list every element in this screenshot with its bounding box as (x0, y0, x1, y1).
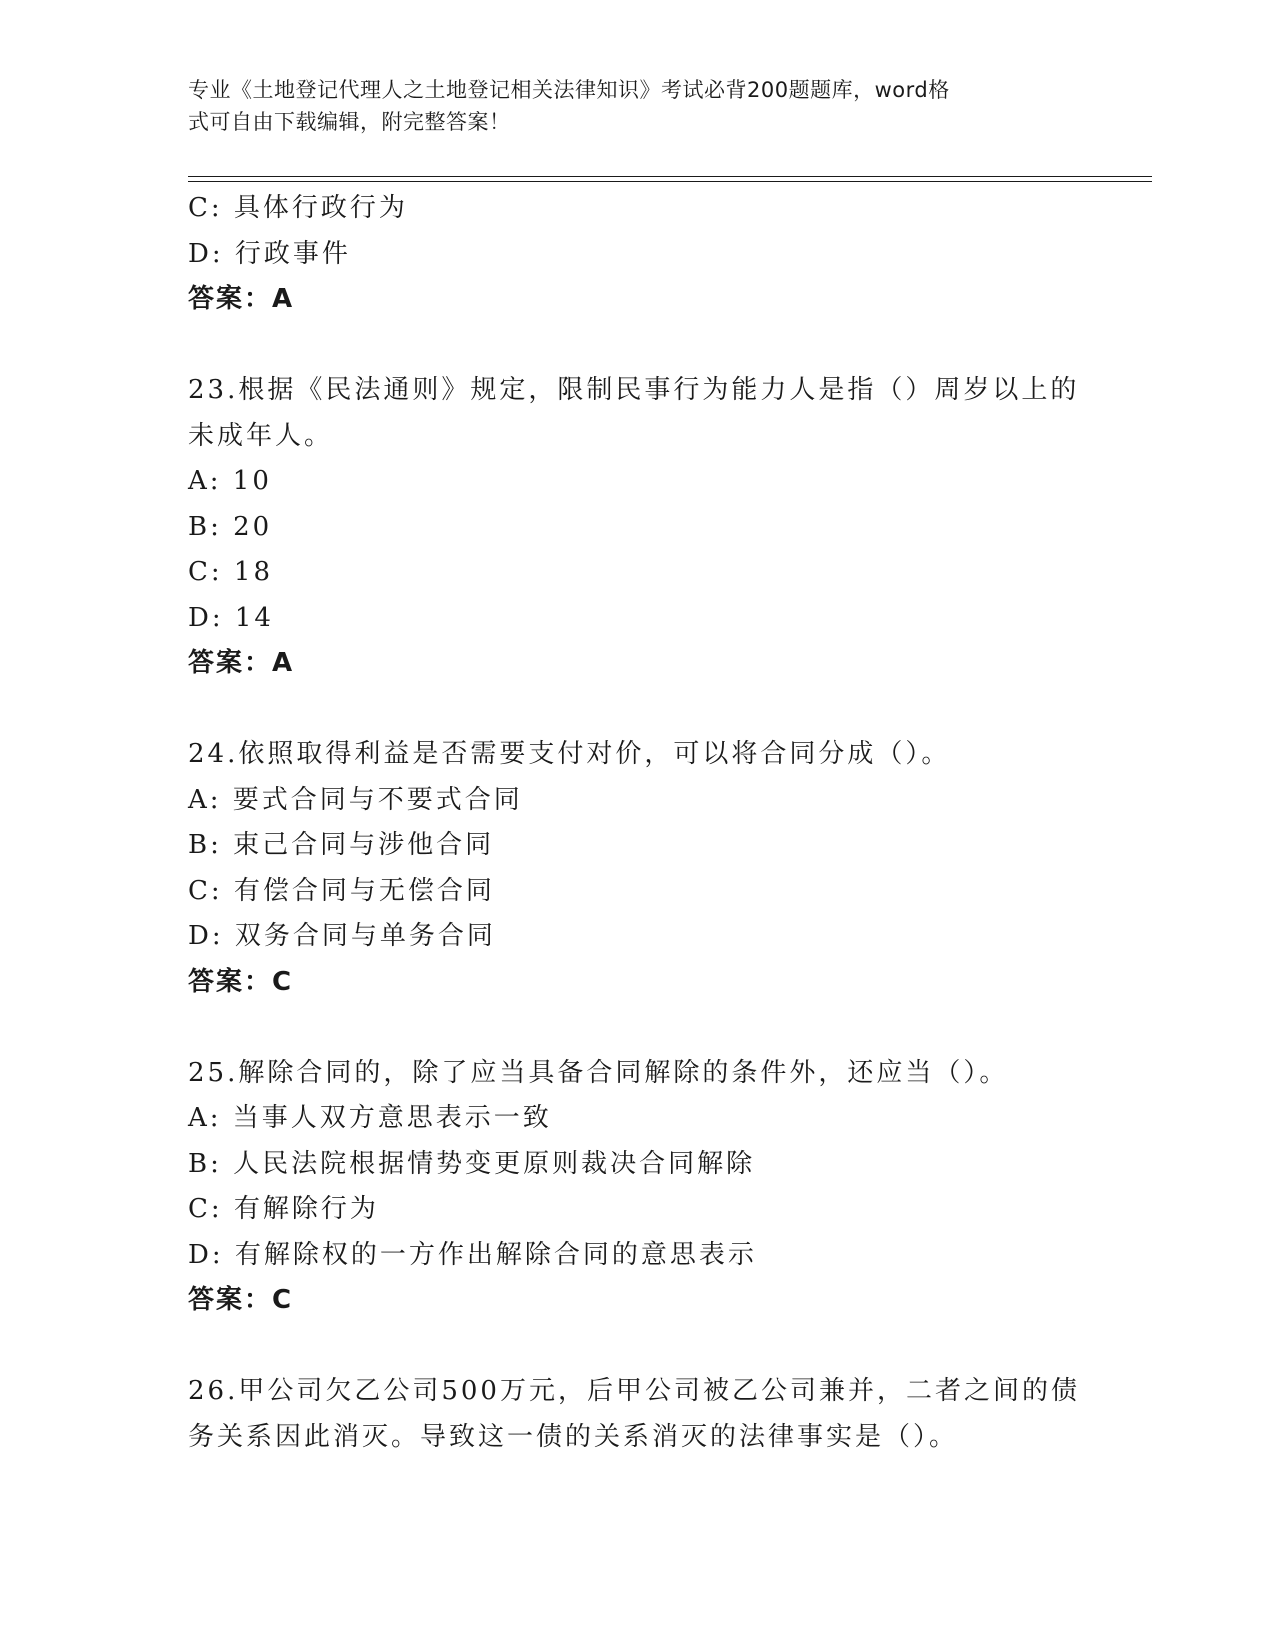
option-a: A: 当事人双方意思表示一致 (188, 1103, 552, 1133)
answer-line: 答案：C (188, 1285, 294, 1315)
spacer (188, 1005, 1088, 1051)
question-stem-line: 23.根据《民法通则》规定，限制民事行为能力人是指（）周岁以上的 (188, 375, 1080, 405)
option-a: A: 要式合同与不要式合同 (188, 784, 523, 815)
document-header (188, 74, 1088, 138)
spacer (188, 1324, 1088, 1370)
header-rule-top (188, 176, 1152, 177)
option-b: B: 人民法院根据情势变更原则裁决合同解除 (188, 1148, 756, 1179)
question-stem-line: 未成年人。 (188, 420, 334, 451)
header-line-1: 专业《土地登记代理人之土地登记相关法律知识》考试必背200题题库，word格 (188, 78, 950, 102)
header-line-2: 式可自由下载编辑，附完整答案！ (188, 110, 511, 134)
option-d: D: 有解除权的一方作出解除合同的意思表示 (188, 1239, 757, 1270)
option-c: C: 18 (188, 557, 274, 587)
answer-line: 答案：A (188, 284, 295, 314)
option-b: B: 束己合同与涉他合同 (188, 830, 495, 860)
question-stem-line: 26.甲公司欠乙公司500万元，后甲公司被乙公司兼并，二者之间的债 (188, 1376, 1080, 1406)
question-stem-line: 25.解除合同的，除了应当具备合同解除的条件外，还应当（）。 (188, 1057, 1009, 1088)
question-stem-line: 务关系因此消灭。导致这一债的关系消灭的法律事实是（）。 (188, 1421, 959, 1452)
spacer (188, 323, 1088, 369)
question-24 (188, 732, 1088, 1005)
option-d: D: 14 (188, 602, 274, 633)
option-c: C: 有偿合同与无偿合同 (188, 875, 495, 906)
question-26 (188, 1369, 1088, 1460)
question-stem-line: 24.依照取得利益是否需要支付对价，可以将合同分成（）。 (188, 739, 951, 769)
carryover-block (188, 186, 1088, 323)
question-list (188, 186, 1088, 1460)
answer-line: 答案：C (188, 966, 294, 997)
question-25 (188, 1051, 1088, 1324)
spacer (188, 687, 1088, 733)
option-d: D: 行政事件 (188, 238, 351, 269)
answer-line: 答案：A (188, 648, 295, 678)
option-c: C: 具体行政行为 (188, 193, 408, 223)
option-d: D: 双务合同与单务合同 (188, 921, 496, 951)
option-c: C: 有解除行为 (188, 1194, 379, 1224)
header-rule-bottom (188, 181, 1152, 182)
question-23 (188, 368, 1088, 687)
option-a: A: 10 (188, 466, 272, 496)
option-b: B: 20 (188, 511, 273, 542)
